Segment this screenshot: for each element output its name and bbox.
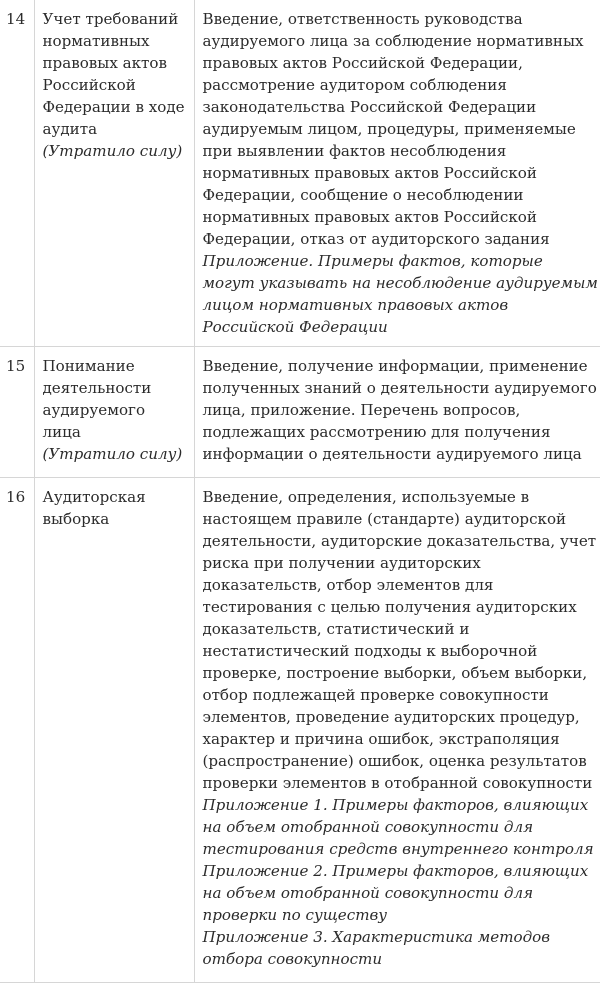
appendix-item: Приложение 3. Характеристика методов отбора совокупности — [202, 928, 551, 968]
appendix-item: Приложение 2. Примеры факторов, влияющих на объем отобранной совокупности для проверки по существу — [202, 862, 589, 924]
repealed-note: (Утратило силу) — [42, 142, 183, 160]
standard-title-cell — [34, 478, 194, 983]
standard-title: Учет требований нормативных правовых актов Российской Федерации в ходе аудита — [42, 10, 185, 138]
standard-contents-cell — [194, 478, 600, 983]
standard-title: Понимание деятельности аудируемого лица — [42, 357, 152, 441]
repealed-note: (Утратило силу) — [42, 445, 183, 463]
row-number: 15 — [0, 347, 34, 478]
row-number: 16 — [0, 478, 34, 983]
table-row — [0, 478, 600, 983]
appendix-item: Приложение 1. Примеры факторов, влияющих на объем отобранной совокупности для тестирования средств внутреннего контроля — [202, 796, 594, 858]
standard-title: Аудиторская выборка — [42, 488, 146, 528]
row-number: 14 — [0, 0, 34, 347]
standard-contents: Введение, определения, используемые в настоящем правиле (стандарте) аудиторской деятельности, аудиторские доказательства, учет риска при получении аудиторских доказательств, отбор элементов для тестирования с целью получения аудиторских доказательств, статистический и нестатистический подходы к выборочной проверке, построение выборки, объем выборки, отбор подлежащей проверке совокупности элементов, проведение аудиторских процедур, характер и причина ошибок, экстраполяция (распространение) ошибок, оценка результатов проверки элементов в отобранной совокупности — [202, 488, 597, 792]
table-row — [0, 0, 600, 347]
standard-title-cell — [34, 347, 194, 478]
standard-title-cell — [34, 0, 194, 347]
standard-contents: Введение, получение информации, применение полученных знаний о деятельности аудируемого лица, приложение. Перечень вопросов, подлежащих рассмотрению для получения информации о деятельности аудируемого лица — [202, 357, 597, 463]
standard-contents-cell — [194, 347, 600, 478]
standard-contents-cell — [194, 0, 600, 347]
standard-contents: Введение, ответственность руководства аудируемого лица за соблюдение нормативных правовых актов Российской Федерации, рассмотрение аудитором соблюдения законодательства Российской Федерации аудируемым лицом, процедуры, применяемые при выявлении фактов несоблюдения нормативных правовых актов Российской Федерации, сообщение о несоблюдении нормативных правовых актов Российской Федерации, отказ от аудиторского задания — [202, 10, 584, 248]
appendix-item: Приложение. Примеры фактов, которые могут указывать на несоблюдение аудируемым лицом нормативных правовых актов Российской Федерации — [202, 252, 598, 336]
table-row — [0, 347, 600, 478]
